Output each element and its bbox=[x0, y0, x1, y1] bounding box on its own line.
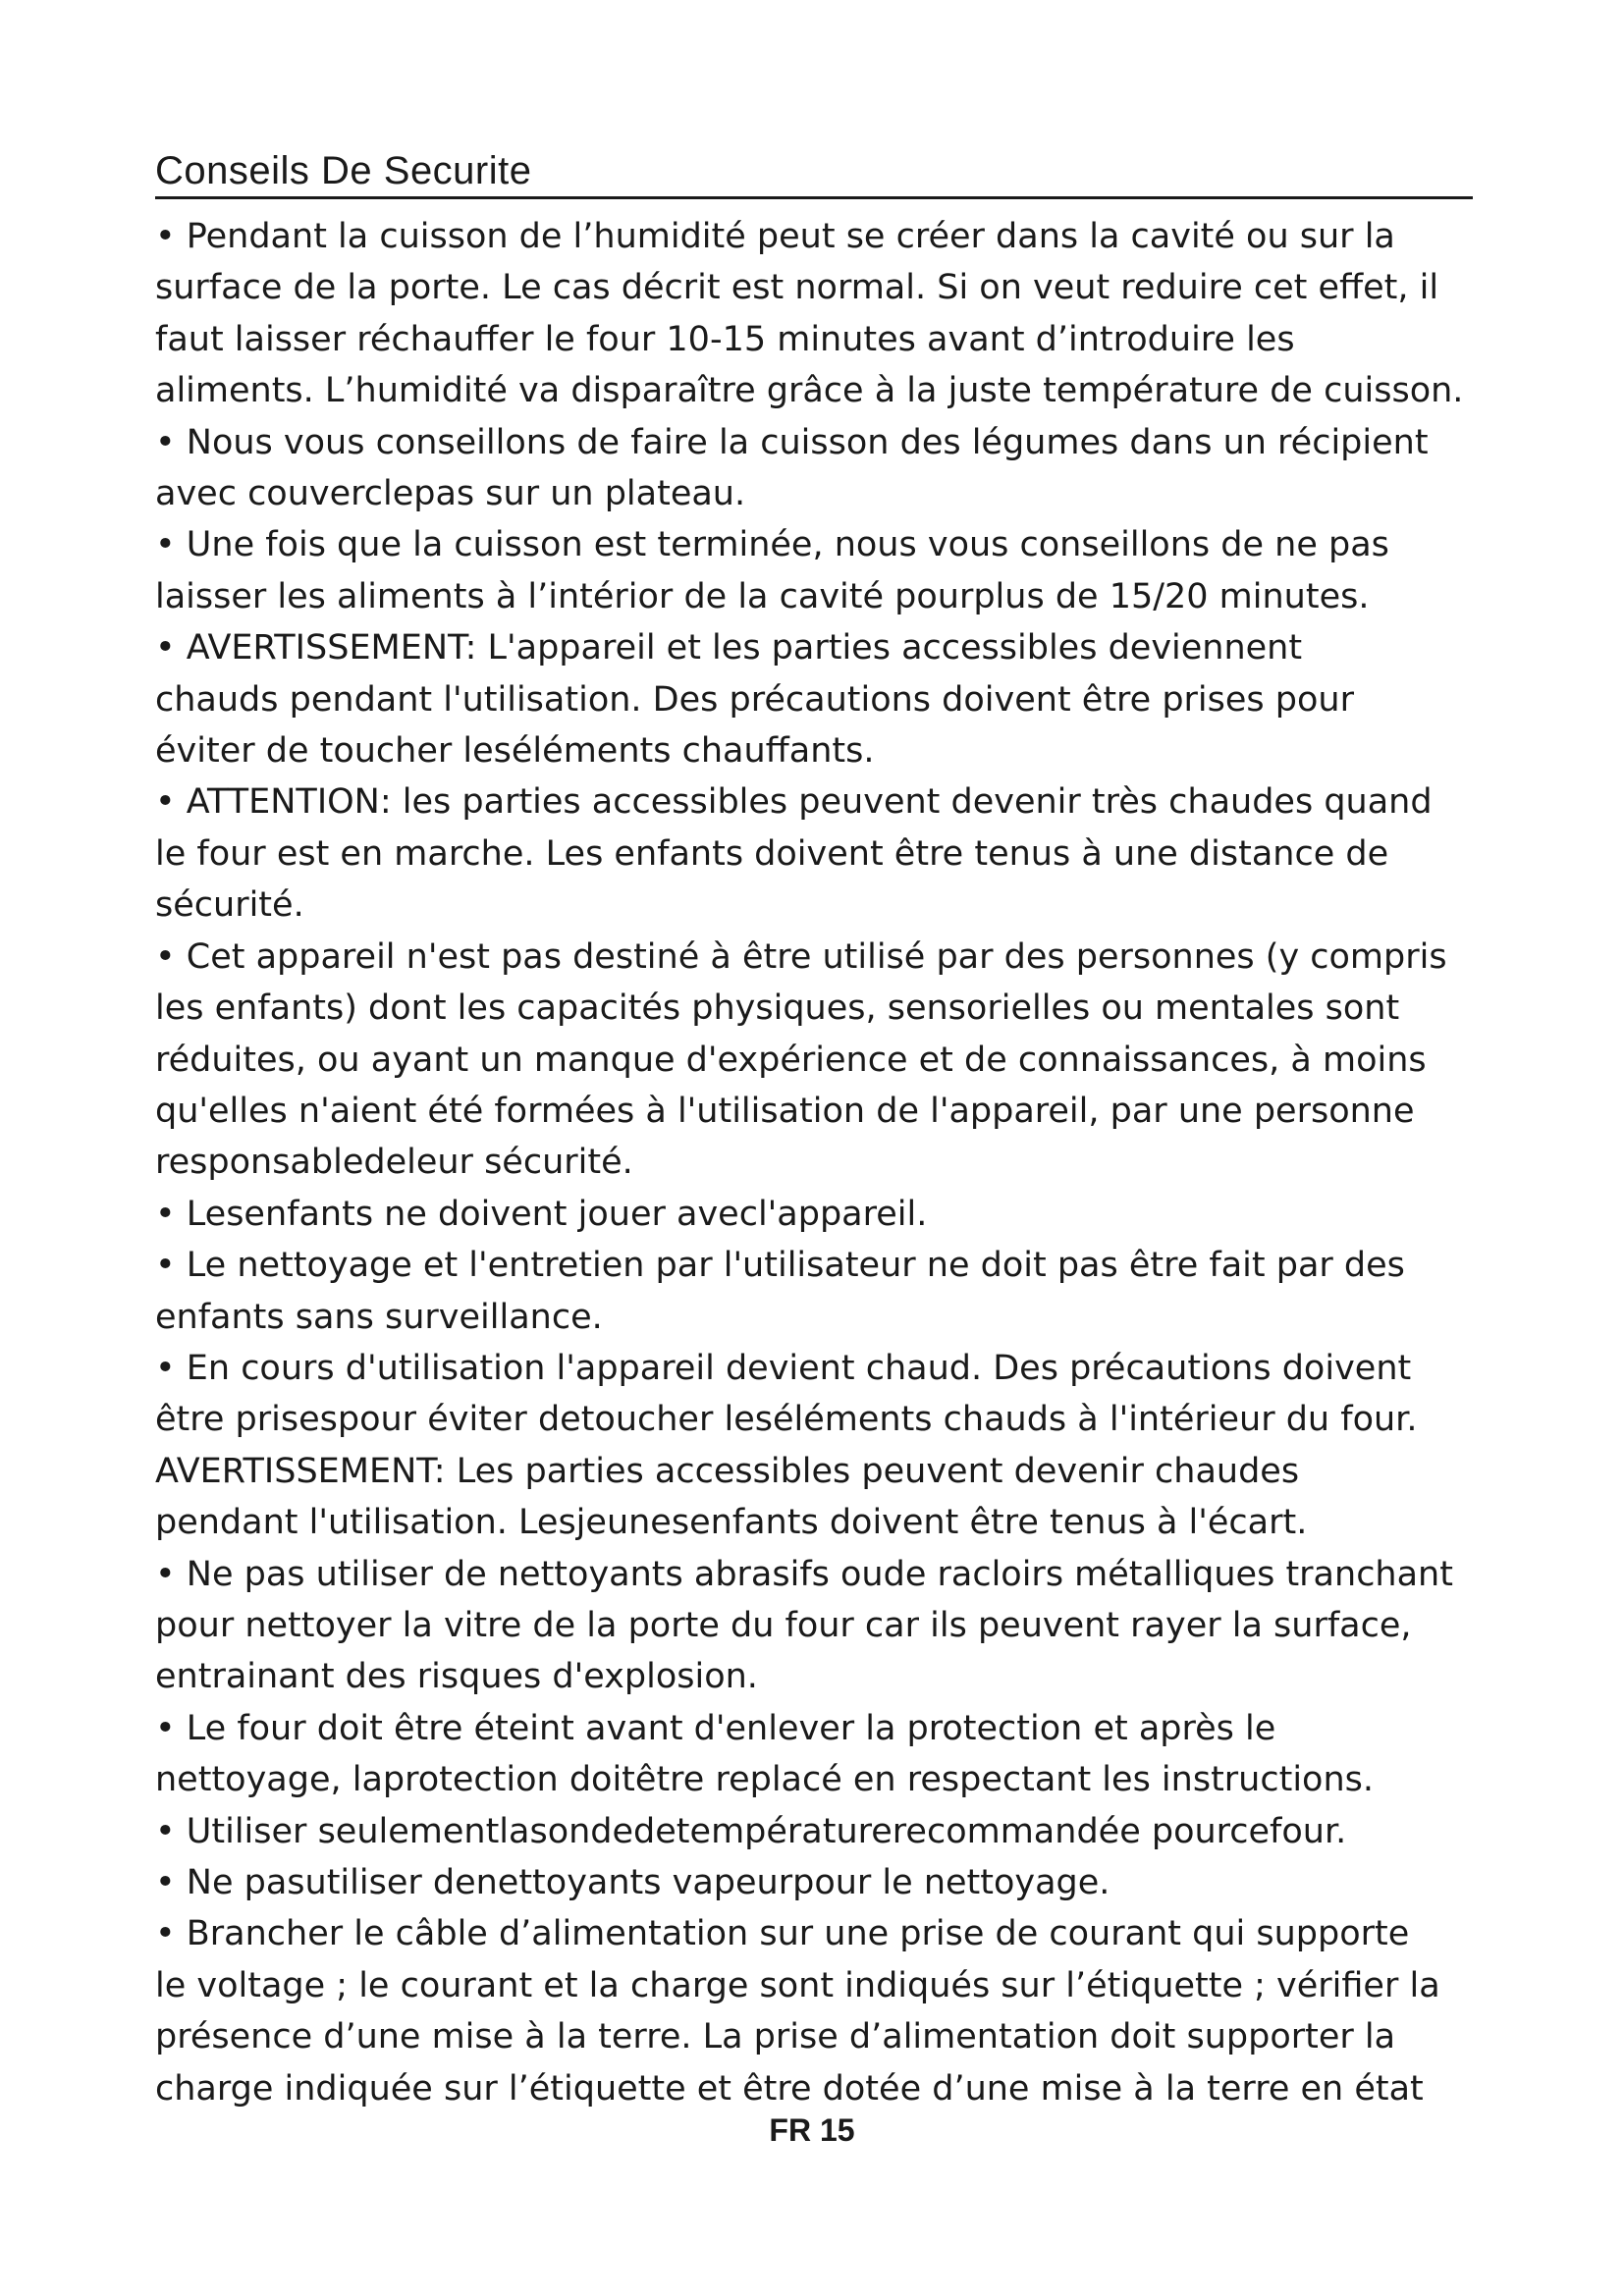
text-line: le four est en marche. Les enfants doivent être tenus à une distance de bbox=[155, 833, 1389, 874]
text-line: AVERTISSEMENT: Les parties accessibles peuvent devenir chaudes bbox=[155, 1451, 1300, 1491]
text-line: chauds pendant l'utilisation. Des précautions doivent être prises pour bbox=[155, 679, 1354, 720]
text-line: • Nous vous conseillons de faire la cuisson des légumes dans un récipient bbox=[155, 422, 1429, 462]
text-line: • Le nettoyage et l'entretien par l'utilisateur ne doit pas être fait par des bbox=[155, 1246, 1405, 1286]
text-line: • Une fois que la cuisson est terminée, nous vous conseillons de ne pas bbox=[155, 525, 1389, 565]
text-line: pendant l'utilisation. Lesjeunesenfants doivent être tenus à l'écart. bbox=[155, 1503, 1308, 1543]
text-line: nettoyage, laprotection doitêtre replacé en respectant les instructions. bbox=[155, 1760, 1375, 1800]
text-line: • ATTENTION: les parties accessibles peuvent devenir très chaudes quand bbox=[155, 782, 1433, 823]
text-line: • Ne pas utiliser de nettoyants abrasifs oude racloirs métalliques tranchant bbox=[155, 1554, 1453, 1594]
text-line: • Lesenfants ne doivent jouer avecl'appareil. bbox=[155, 1194, 928, 1234]
text-line: aliments. L’humidité va disparaître grâce à la juste température de cuisson. bbox=[155, 371, 1464, 411]
text-line: responsabledeleur sécurité. bbox=[155, 1143, 633, 1183]
text-line: sécurité. bbox=[155, 885, 304, 926]
text-line: entrainant des risques d'explosion. bbox=[155, 1657, 758, 1697]
text-line: surface de la porte. Le cas décrit est normal. Si on veut reduire cet effet, il bbox=[155, 268, 1439, 308]
text-line: avec couverclepas sur un plateau. bbox=[155, 474, 746, 514]
safety-instructions-text bbox=[155, 211, 1589, 2114]
text-line: • Brancher le câble d’alimentation sur une prise de courant qui supporte bbox=[155, 1914, 1410, 1954]
text-line: • Pendant la cuisson de l’humidité peut se créer dans la cavité ou sur la bbox=[155, 217, 1395, 256]
text-line: • En cours d'utilisation l'appareil devient chaud. Des précautions doivent bbox=[155, 1348, 1412, 1388]
text-line: laisser les aliments à l’intérior de la cavité pourplus de 15/20 minutes. bbox=[155, 576, 1370, 616]
text-line: les enfants) dont les capacités physiques, sensorielles ou mentales sont bbox=[155, 988, 1400, 1029]
text-line: être prisespour éviter detoucher leséléments chauds à l'intérieur du four. bbox=[155, 1400, 1418, 1440]
text-line: faut laisser réchauffer le four 10-15 minutes avant d’introduire les bbox=[155, 319, 1295, 359]
text-line: le voltage ; le courant et la charge sont indiqués sur l’étiquette ; vérifier la bbox=[155, 1965, 1440, 2005]
text-line: présence d’une mise à la terre. La prise d’alimentation doit supporter la bbox=[155, 2017, 1396, 2057]
section-title: Conseils De Securite bbox=[155, 147, 1473, 199]
text-line: • Le four doit être éteint avant d'enlever la protection et après le bbox=[155, 1708, 1276, 1748]
text-line: enfants sans surveillance. bbox=[155, 1297, 603, 1337]
text-line: • Cet appareil n'est pas destiné à être utilisé par des personnes (y compris bbox=[155, 936, 1447, 977]
text-line: • Ne pasutiliser denettoyants vapeurpour le nettoyage. bbox=[155, 1863, 1110, 1902]
page-number: FR 15 bbox=[769, 2112, 855, 2148]
text-line: charge indiquée sur l’étiquette et être dotée d’une mise à la terre en état bbox=[155, 2068, 1424, 2109]
text-line: pour nettoyer la vitre de la porte du four car ils peuvent rayer la surface, bbox=[155, 1605, 1412, 1645]
text-line: • Utiliser seulementlasondedetempératurerecommandée pourcefour. bbox=[155, 1811, 1347, 1851]
text-line: • AVERTISSEMENT: L'appareil et les parties accessibles deviennent bbox=[155, 628, 1303, 668]
text-line: réduites, ou ayant un manque d'expérience et de connaissances, à moins bbox=[155, 1040, 1427, 1080]
text-line: qu'elles n'aient été formées à l'utilisation de l'appareil, par une personne bbox=[155, 1091, 1415, 1131]
text-line: éviter de toucher leséléments chauffants. bbox=[155, 731, 875, 772]
